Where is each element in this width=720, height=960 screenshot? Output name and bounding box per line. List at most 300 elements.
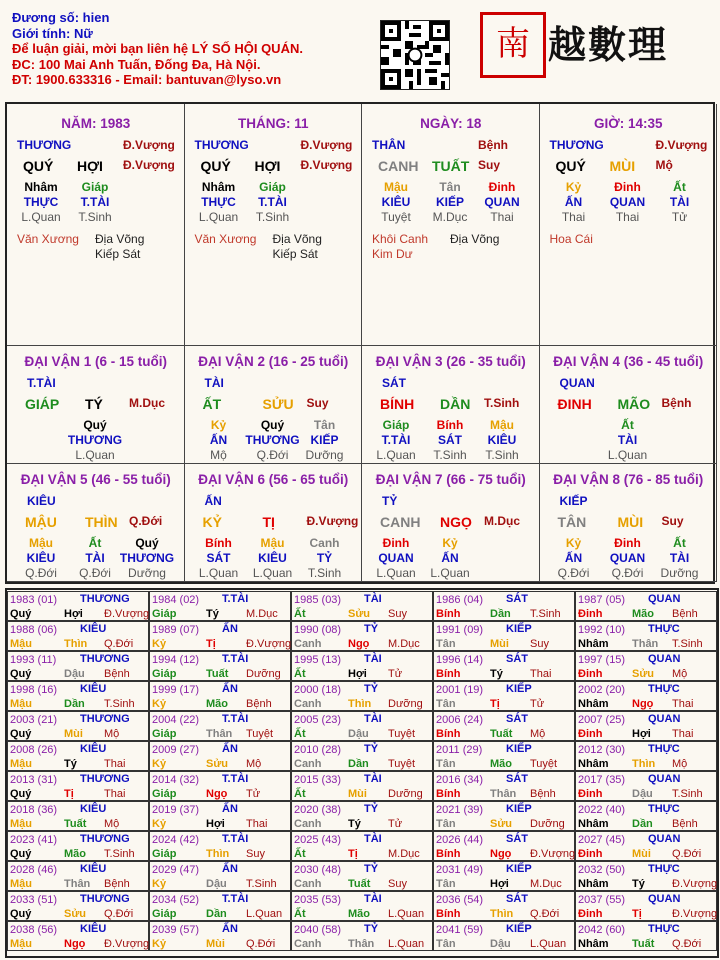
year-ten-god: THƯƠNG	[80, 893, 130, 905]
year-stem: Mậu	[10, 938, 32, 950]
year-ten-god: ẤN	[222, 623, 238, 635]
year-stage: Bệnh	[104, 878, 130, 890]
year-stem: Tân	[436, 818, 456, 830]
year-label: 2006 (24)	[436, 714, 484, 726]
year-stage: Mộ	[104, 818, 120, 830]
year-cell	[575, 591, 717, 621]
year-cell	[149, 681, 291, 711]
dai-van-hidden-item: TÀI	[669, 551, 690, 565]
year-stage: Mộ	[672, 668, 688, 680]
year-ten-god: ẤN	[222, 923, 238, 935]
year-ten-god: TỶ	[364, 863, 379, 875]
year-cell	[7, 771, 149, 801]
pillar-hidden-item: T.Sinh	[78, 210, 112, 224]
dai-van-hidden-item: THƯƠNG	[67, 433, 123, 447]
year-cell	[149, 921, 291, 951]
year-stage: Đ.Vượng	[104, 608, 150, 620]
year-branch: Thân	[206, 728, 233, 740]
year-stage: Tử	[246, 788, 261, 800]
year-stem: Giáp	[152, 848, 177, 860]
year-stage: Suy	[530, 638, 549, 650]
year-stage: T.Sinh	[530, 608, 561, 620]
year-stage: Q.Đới	[104, 638, 134, 650]
pillar-star: Hoa Cái	[549, 232, 593, 246]
year-branch: Dậu	[206, 878, 227, 890]
year-stem: Đinh	[578, 788, 603, 800]
year-cell	[7, 741, 149, 771]
pillar-hidden-item: Thai	[490, 210, 514, 224]
year-ten-god: KIÊU	[80, 803, 107, 815]
year-cell	[291, 591, 433, 621]
year-ten-god: TỶ	[364, 923, 379, 935]
dai-van-hidden-item: Giáp	[382, 418, 410, 432]
year-stem: Ất	[294, 728, 306, 740]
year-branch: Mùi	[206, 938, 225, 950]
year-branch: Sửu	[490, 818, 513, 830]
year-stage: Thai	[104, 758, 126, 770]
year-cell	[149, 831, 291, 861]
year-cell	[291, 711, 433, 741]
year-label: 2038 (56)	[10, 924, 58, 936]
contact-line: Để luận giải, mời bạn liên hệ LÝ SỐ HỘI QUÁN.	[12, 41, 303, 56]
pillar-title: NGÀY: 18	[420, 116, 482, 131]
year-ten-god: ẤN	[222, 683, 238, 695]
year-label: 2016 (34)	[436, 774, 484, 786]
dai-van-hidden-item: TÀI	[617, 433, 638, 447]
year-stage: Suy	[388, 608, 407, 620]
pillar-star: Văn Xương	[194, 232, 257, 246]
year-branch: Dần	[632, 818, 653, 830]
year-cell	[291, 651, 433, 681]
pillar-ten-god-stage: Bệnh	[478, 138, 508, 152]
year-label: 1983 (01)	[10, 594, 58, 606]
year-cell	[433, 681, 575, 711]
year-stem: Mậu	[10, 698, 32, 710]
year-stem: Nhâm	[578, 878, 609, 890]
dai-van-branch: TỊ	[262, 514, 275, 530]
year-stage: Suy	[388, 878, 407, 890]
pillar-star: Văn Xương	[17, 232, 79, 246]
year-stem: Quý	[10, 728, 32, 740]
qr-code-icon[interactable]	[380, 20, 450, 90]
year-ten-god: THƯƠNG	[80, 773, 130, 785]
year-cell	[149, 741, 291, 771]
dai-van-hidden-item: SÁT	[206, 551, 231, 565]
year-stem: Giáp	[152, 608, 177, 620]
dai-van-hidden-item: SÁT	[438, 433, 462, 447]
year-stage: Tuyệt	[530, 758, 558, 770]
year-branch: Mão	[632, 608, 654, 620]
year-label: 2028 (46)	[10, 864, 58, 876]
year-label: 2003 (21)	[10, 714, 58, 726]
year-ten-god: THỰC	[648, 623, 680, 635]
dai-van-title: ĐẠI VẬN 2 (16 - 25 tuổi)	[198, 354, 349, 369]
year-ten-god: QUAN	[648, 593, 681, 605]
year-branch: Thân	[64, 878, 91, 890]
year-ten-god: KIÊU	[80, 743, 107, 755]
year-stage: Q.Đới	[672, 848, 702, 860]
year-stage: Bệnh	[530, 788, 556, 800]
dai-van-cell	[362, 346, 540, 464]
year-branch: Mão	[64, 848, 86, 860]
pillar-stage: Đ.Vượng	[123, 158, 175, 172]
dai-van-hidden-item: Q.Đới	[557, 566, 590, 580]
year-cell	[433, 771, 575, 801]
year-stage: Đ.Vượng	[672, 878, 718, 890]
year-stem: Nhâm	[578, 818, 609, 830]
pillar-cell	[7, 104, 185, 346]
year-label: 2022 (40)	[578, 804, 626, 816]
pillar-hidden-item: Tuyệt	[381, 210, 411, 224]
year-label: 2023 (41)	[10, 834, 58, 846]
dai-van-hidden-item: L.Quan	[376, 566, 416, 580]
dai-van-stage: Suy	[306, 396, 329, 410]
dai-van-branch: THÌN	[85, 514, 118, 530]
year-stem: Canh	[294, 818, 322, 830]
year-ten-god: TỶ	[364, 803, 379, 815]
year-cell	[149, 621, 291, 651]
dai-van-hidden-item: L.Quan	[430, 566, 470, 580]
pillar-star: Kiếp Sát	[95, 247, 141, 261]
dai-van-stage: M.Dục	[129, 396, 165, 410]
year-stem: Canh	[294, 638, 322, 650]
pillar-hidden-item: THỰC	[201, 195, 236, 209]
dai-van-ten-god: KIÊU	[27, 494, 56, 508]
dai-van-cell	[540, 346, 718, 464]
year-label: 2030 (48)	[294, 864, 342, 876]
year-stem: Quý	[10, 608, 32, 620]
year-stem: Nhâm	[578, 698, 609, 710]
dai-van-hidden-item: T.Sinh	[485, 448, 519, 462]
year-cell	[575, 741, 717, 771]
pillar-hidden-item: Thai	[561, 210, 586, 224]
pillar-hidden-item: Mậu	[384, 180, 408, 194]
year-stage: Thai	[530, 668, 552, 680]
pillar-hidden-item: Đinh	[614, 180, 641, 194]
year-label: 2034 (52)	[152, 894, 200, 906]
year-cell	[433, 891, 575, 921]
year-stem: Mậu	[10, 758, 32, 770]
dai-van-hidden-item: ẤN	[564, 551, 583, 565]
dai-van-hidden-item: L.Quan	[376, 448, 416, 462]
year-stage: Bệnh	[672, 608, 698, 620]
dai-van-cell	[185, 464, 363, 582]
dai-van-stem: KỶ	[202, 514, 222, 530]
year-stage: Bệnh	[104, 668, 130, 680]
year-branch: Tý	[490, 668, 503, 680]
year-label: 2009 (27)	[152, 744, 200, 756]
year-branch: Dần	[206, 908, 227, 920]
year-label: 2008 (26)	[10, 744, 58, 756]
year-branch: Tị	[490, 698, 500, 710]
year-branch: Tị	[348, 848, 358, 860]
dai-van-ten-god: KIẾP	[559, 494, 588, 508]
year-stage: Bệnh	[246, 698, 272, 710]
year-branch: Tị	[632, 908, 642, 920]
year-stem: Quý	[10, 908, 32, 920]
year-cell	[575, 801, 717, 831]
pillar-hidden-item: Ất	[673, 180, 686, 194]
year-ten-god: TÀI	[364, 893, 382, 905]
year-cell	[575, 891, 717, 921]
dai-van-hidden-item: Q.Đới	[256, 448, 289, 462]
year-ten-god: TÀI	[364, 653, 382, 665]
year-stage: Q.Đới	[530, 908, 560, 920]
dai-van-stage: M.Dục	[484, 514, 520, 528]
year-label: 2013 (31)	[10, 774, 58, 786]
year-label: 2001 (19)	[436, 684, 484, 696]
year-stage: Đ.Vượng	[246, 638, 292, 650]
year-cell	[575, 921, 717, 951]
year-stem: Đinh	[578, 668, 603, 680]
dai-van-title: ĐẠI VẬN 3 (26 - 35 tuổi)	[375, 354, 526, 369]
year-ten-god: THỰC	[648, 803, 680, 815]
year-label: 2019 (37)	[152, 804, 200, 816]
pillar-ten-god: THƯƠNG	[549, 138, 604, 152]
dai-van-hidden-item: L.Quan	[252, 566, 293, 580]
pillar-star: Kiếp Sát	[272, 247, 318, 261]
pillar-hidden-item: T.TÀI	[258, 195, 287, 209]
year-stem: Ất	[294, 608, 306, 620]
dai-van-hidden-item: Kỷ	[442, 536, 458, 550]
year-stem: Đinh	[578, 908, 603, 920]
year-label: 1987 (05)	[578, 594, 626, 606]
year-stage: Thai	[672, 698, 694, 710]
dai-van-title: ĐẠI VẬN 6 (56 - 65 tuổi)	[198, 472, 349, 487]
dai-van-cell	[185, 346, 363, 464]
year-label: 1999 (17)	[152, 684, 200, 696]
year-cell	[291, 921, 433, 951]
pillar-hidden-item: Đinh	[488, 180, 516, 194]
year-stem: Tân	[436, 758, 456, 770]
year-label: 1997 (15)	[578, 654, 626, 666]
year-label: 2024 (42)	[152, 834, 200, 846]
owner-label: Đương số:	[12, 10, 80, 25]
dai-van-title: ĐẠI VẬN 7 (66 - 75 tuổi)	[375, 472, 526, 487]
dai-van-hidden-item: ẤN	[441, 551, 459, 565]
year-branch: Tị	[206, 638, 216, 650]
dai-van-hidden-item: Mậu	[260, 536, 285, 550]
year-stem: Tân	[436, 698, 456, 710]
year-label: 1996 (14)	[436, 654, 484, 666]
year-label: 1998 (16)	[10, 684, 58, 696]
year-ten-god: THỰC	[648, 683, 680, 695]
pillar-cell	[362, 104, 540, 346]
year-stem: Quý	[10, 848, 32, 860]
year-ten-god: TÀI	[364, 833, 382, 845]
year-stem: Giáp	[152, 788, 177, 800]
year-label: 2029 (47)	[152, 864, 200, 876]
dai-van-ten-god: SÁT	[382, 376, 406, 390]
pillar-stem: CANH	[378, 158, 419, 174]
year-stem: Quý	[10, 788, 32, 800]
year-stage: Tuyệt	[246, 728, 274, 740]
year-branch: Thìn	[206, 848, 230, 860]
year-stem: Bính	[436, 848, 461, 860]
year-cell	[291, 741, 433, 771]
year-label: 1991 (09)	[436, 624, 484, 636]
year-label: 2015 (33)	[294, 774, 342, 786]
year-label: 2040 (58)	[294, 924, 342, 936]
dai-van-hidden-item: Bính	[205, 536, 232, 550]
year-label: 2039 (57)	[152, 924, 200, 936]
pillar-hidden-item: T.Sinh	[255, 210, 290, 224]
pillar-ten-god: THƯƠNG	[194, 138, 249, 152]
year-branch: Tị	[64, 788, 74, 800]
year-ten-god: QUAN	[648, 833, 681, 845]
pillar-hidden-item: L.Quan	[198, 210, 239, 224]
dai-van-stem: CANH	[380, 514, 421, 530]
year-ten-god: SÁT	[506, 653, 528, 665]
year-ten-god: ẤN	[222, 803, 238, 815]
year-stem: Tân	[436, 938, 456, 950]
year-stage: Đ.Vượng	[530, 848, 576, 860]
dai-van-hidden-item: Đinh	[614, 536, 641, 550]
year-stem: Canh	[294, 878, 322, 890]
year-label: 1984 (02)	[152, 594, 200, 606]
dai-van-hidden-item: Bính	[436, 418, 464, 432]
year-cell	[575, 861, 717, 891]
year-stem: Kỷ	[152, 878, 167, 890]
year-label: 2031 (49)	[436, 864, 484, 876]
year-cell	[7, 861, 149, 891]
year-label: 2014 (32)	[152, 774, 200, 786]
dai-van-cell	[540, 464, 718, 582]
year-stem: Ất	[294, 848, 306, 860]
year-cell	[575, 771, 717, 801]
year-label: 2012 (30)	[578, 744, 626, 756]
dai-van-hidden-item: Ất	[673, 536, 686, 550]
dai-van-hidden-item: T.Sinh	[307, 566, 342, 580]
year-cell	[149, 711, 291, 741]
year-ten-god: KIÊU	[80, 923, 107, 935]
year-stem: Giáp	[152, 908, 177, 920]
dai-van-title: ĐẠI VẬN 8 (76 - 85 tuổi)	[553, 472, 704, 487]
dai-van-stem: GIÁP	[25, 396, 60, 412]
pillar-star: Địa Võng	[450, 232, 500, 246]
year-stage: Dưỡng	[388, 698, 423, 710]
dai-van-hidden-item: Quý	[260, 418, 285, 432]
year-branch: Mùi	[348, 788, 367, 800]
year-stage: Tử	[388, 818, 403, 830]
year-label: 2004 (22)	[152, 714, 200, 726]
year-branch: Hợi	[348, 668, 367, 680]
dai-van-stem: ĐINH	[557, 396, 592, 412]
pillar-stem: QUÝ	[200, 158, 231, 174]
year-stem: Nhâm	[578, 638, 609, 650]
dai-van-branch: MÃO	[617, 396, 651, 412]
year-cell	[7, 651, 149, 681]
dai-van-hidden-item: Q.Đới	[79, 566, 111, 580]
year-stage: Đ.Vượng	[104, 938, 150, 950]
year-ten-god: T.TÀI	[222, 773, 249, 785]
pillar-star: Kim Dư	[372, 247, 413, 261]
pillar-hidden-item: TÀI	[669, 195, 690, 209]
year-branch: Mùi	[632, 848, 651, 860]
year-stem: Kỷ	[152, 698, 167, 710]
year-stage: T.Sinh	[672, 788, 703, 800]
year-branch: Sửu	[206, 758, 229, 770]
pillar-branch: HỢI	[77, 158, 103, 174]
year-stage: T.Sinh	[104, 698, 135, 710]
year-label: 2000 (18)	[294, 684, 342, 696]
yearly-table	[5, 588, 719, 958]
year-branch: Mùi	[490, 638, 509, 650]
dai-van-hidden-item: QUAN	[609, 551, 646, 565]
year-branch: Mão	[206, 698, 228, 710]
year-branch: Ngọ	[206, 788, 228, 800]
year-branch: Ngọ	[632, 698, 654, 710]
dai-van-ten-god: TÀI	[204, 376, 224, 390]
dai-van-hidden-item: L.Quan	[607, 448, 648, 462]
year-branch: Tý	[64, 758, 77, 770]
year-stage: Tử	[388, 668, 403, 680]
year-branch: Hợi	[64, 608, 83, 620]
year-cell	[7, 591, 149, 621]
pillar-stem: QUÝ	[23, 158, 54, 174]
year-stem: Bính	[436, 608, 461, 620]
year-branch: Sửu	[632, 668, 655, 680]
year-ten-god: KIÊU	[80, 623, 107, 635]
year-stem: Quý	[10, 668, 32, 680]
year-label: 2041 (59)	[436, 924, 484, 936]
year-stage: Q.Đới	[672, 938, 702, 950]
year-branch: Thân	[348, 938, 375, 950]
year-cell	[433, 591, 575, 621]
year-stem: Đinh	[578, 608, 603, 620]
year-branch: Mão	[490, 758, 512, 770]
year-cell	[149, 591, 291, 621]
year-cell	[575, 651, 717, 681]
year-branch: Thìn	[348, 698, 372, 710]
year-ten-god: ẤN	[222, 863, 238, 875]
year-label: 1995 (13)	[294, 654, 342, 666]
dai-van-hidden-item: Canh	[309, 536, 340, 550]
year-ten-god: T.TÀI	[222, 893, 249, 905]
dai-van-hidden-item: Q.Đới	[611, 566, 644, 580]
year-ten-god: KIẾP	[506, 863, 532, 875]
year-stem: Ất	[294, 908, 306, 920]
year-ten-god: TỶ	[364, 743, 379, 755]
year-branch: Dậu	[348, 728, 369, 740]
year-stage: L.Quan	[530, 938, 567, 950]
year-label: 2027 (45)	[578, 834, 626, 846]
year-stage: Thai	[104, 788, 126, 800]
year-ten-god: QUAN	[648, 893, 681, 905]
year-cell	[7, 891, 149, 921]
dai-van-branch: MÙI	[617, 514, 644, 530]
year-stem: Ất	[294, 788, 306, 800]
year-ten-god: SÁT	[506, 713, 528, 725]
dai-van-cell	[7, 346, 185, 464]
pillar-hidden-item: Giáp	[259, 180, 286, 194]
year-stage: T.Sinh	[246, 878, 277, 890]
dai-van-hidden-item: Kỷ	[210, 418, 227, 432]
year-label: 2032 (50)	[578, 864, 626, 876]
dai-van-hidden-item: Mộ	[210, 448, 227, 462]
year-cell	[149, 891, 291, 921]
year-branch: Tuất	[206, 668, 229, 680]
dai-van-stage: Bệnh	[661, 396, 692, 410]
year-label: 1988 (06)	[10, 624, 58, 636]
year-branch: Mùi	[64, 728, 83, 740]
dai-van-hidden-item: T.TÀI	[381, 433, 411, 447]
year-branch: Sửu	[348, 608, 371, 620]
dai-van-hidden-item: ẤN	[209, 433, 228, 447]
year-ten-god: TỶ	[364, 623, 379, 635]
dai-van-ten-god: TỶ	[382, 494, 398, 508]
seal-text: 南	[496, 24, 530, 64]
